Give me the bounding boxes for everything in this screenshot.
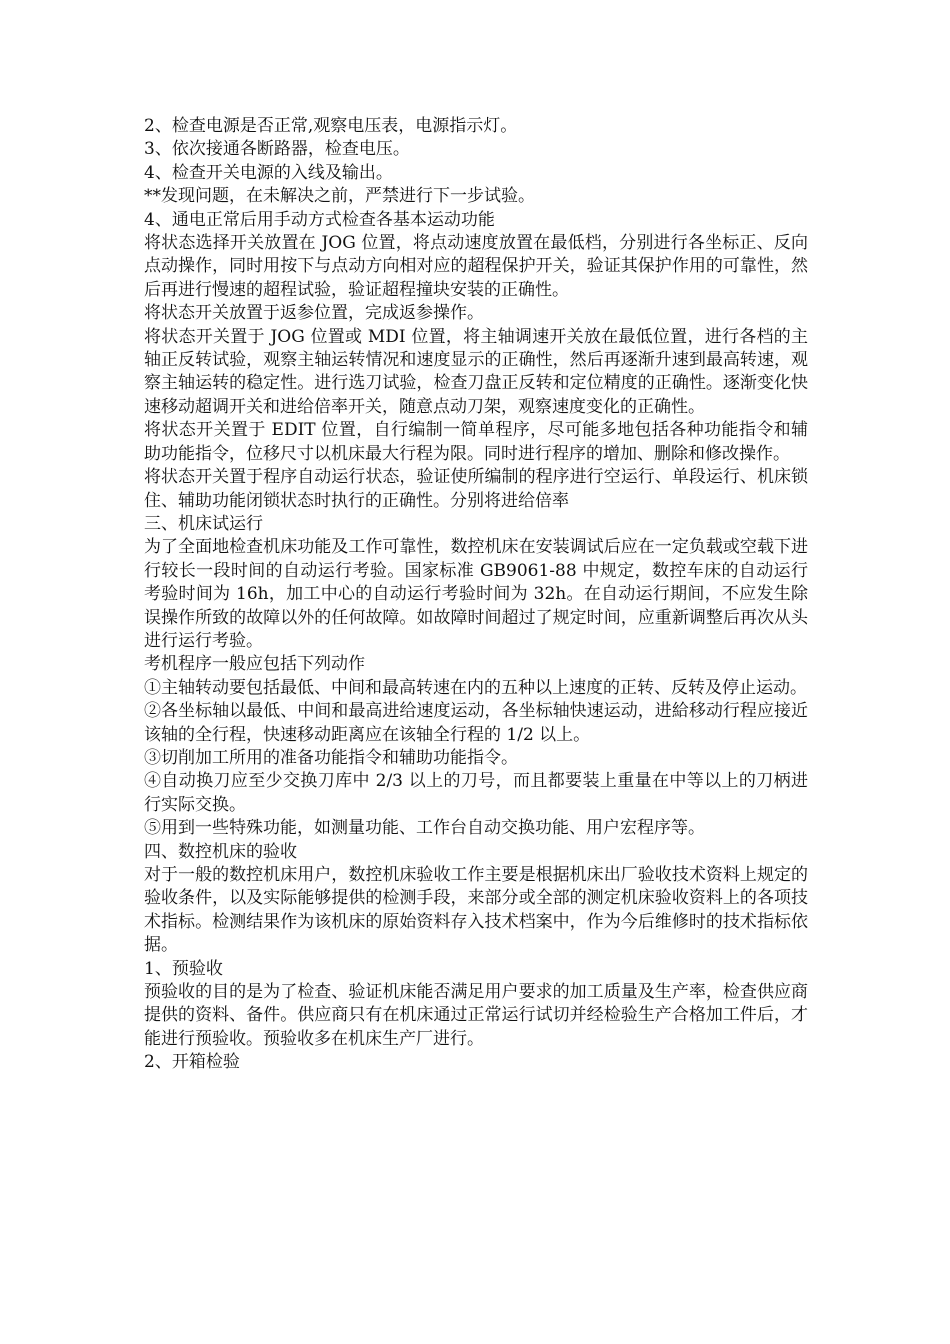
paragraph-test-program-actions: 考机程序一般应包括下列动作 bbox=[144, 654, 365, 675]
paragraph-spindle-test: 将状态开关置于 JOG 位置或 MDI 位置，将主轴调速开关放在最低位置，进行各档的主轴正反转试验，观察主轴运转情况和速度显示的正确性，然后再逐渐升速到最高转速，观察主轴运转的稳定性。进行选刀试验，检查刀盘正反转和定位精度的正确性。逐渐变化快速移动超调开关和进给倍率开关，随意点动刀架，观察速度变化的正确性。 bbox=[144, 326, 808, 417]
paragraph-trial-run-description: 为了全面地检查机床功能及工作可靠性，数控机床在安装调试后应在一定负载或空载下进行较长一段时间的自动运行考验。国家标准 GB9061-88 中规定，数控车床的自动运行考验时间为 16h，加工中心的自动运行考验时间为 32h。在自动运行期间，不应发生除误操作所致的故障以外的任何故障。如故障时间超过了规定时间，应重新调整后再次从头进行运行考验。 bbox=[144, 537, 808, 651]
paragraph-edit-program: 将状态开关置于 EDIT 位置，自行编制一简单程序，尽可能多地包括各种功能指令和辅助功能指令，位移尺寸以机床最大行程为限。同时进行程序的增加、删除和修改操作。 bbox=[144, 420, 808, 464]
list-item-spindle: ①主轴转动要包括最低、中间和最高转速在内的五种以上速度的正转、反转及停止运动。 bbox=[144, 677, 807, 698]
section-heading-trial-run: 三、机床试运行 bbox=[144, 513, 263, 534]
paragraph-connect-breakers: 3、依次接通各断路器，检查电压。 bbox=[144, 139, 410, 160]
list-item-special-functions: ⑤用到一些特殊功能，如测量功能、工作台自动交换功能、用户宏程序等。 bbox=[144, 818, 705, 839]
paragraph-auto-run: 将状态开关置于程序自动运行状态，验证使所编制的程序进行空运行、单段运行、机床锁住、辅助功能闭锁状态时执行的正确性。分别将进给倍率 bbox=[144, 467, 808, 511]
subheading-unpacking-inspection: 2、开箱检验 bbox=[144, 1052, 240, 1073]
list-item-axes: ②各坐标轴以最低、中间和最高进给速度运动，各坐标轴快速运动，进給移动行程应接近该轴的全行程，快速移动距离应在该轴全行程的 1/2 以上。 bbox=[144, 701, 808, 745]
paragraph-jog-test: 将状态选择开关放置在 JOG 位置，将点动速度放置在最低档，分别进行各坐标正、反向点动操作，同时用按下与点动方向相对应的超程保护开关，验证其保护作用的可靠性，然后再进行慢速的超程试验，验证超程撞块安装的正确性。 bbox=[144, 233, 808, 300]
paragraph-check-power: 2、检查电源是否正常,观察电压表，电源指示灯。 bbox=[144, 116, 518, 136]
paragraph-check-switch-power: 4、检查开关电源的入线及输出。 bbox=[144, 162, 393, 183]
list-item-tool-change: ④自动换刀应至少交换刀库中 2/3 以上的刀号，而且都要装上重量在中等以上的刀柄进行实际交换。 bbox=[144, 771, 808, 815]
paragraph-acceptance-description: 对于一般的数控机床用户，数控机床验收工作主要是根据机床出厂验收技术资料上规定的验收条件，以及实际能够提供的检测手段，来部分或全部的测定机床验收资料上的各项技术指标。检测结果作为该机床的原始资料存入技术档案中，作为今后维修时的技术指标依据。 bbox=[144, 865, 808, 956]
paragraph-reference-return: 将状态开关放置于返参位置，完成返参操作。 bbox=[144, 303, 484, 324]
list-item-cutting-commands: ③切削加工所用的准备功能指令和辅助功能指令。 bbox=[144, 747, 518, 768]
document-body bbox=[144, 115, 808, 1075]
paragraph-pre-acceptance: 预验收的目的是为了检查、验证机床能否满足用户要求的加工质量及生产率，检查供应商提供的资料、备件。供应商只有在机床通过正常运行试切并经检验生产合格加工件后，才能进行预验收。预验收多在机床生产厂进行。 bbox=[144, 982, 808, 1049]
section-heading-acceptance: 四、数控机床的验收 bbox=[144, 841, 297, 862]
paragraph-manual-check-heading: 4、通电正常后用手动方式检查各基本运动功能 bbox=[144, 209, 495, 230]
paragraph-warning: **发现问题，在未解决之前，严禁进行下一步试验。 bbox=[144, 186, 535, 207]
subheading-pre-acceptance: 1、预验收 bbox=[144, 958, 223, 979]
